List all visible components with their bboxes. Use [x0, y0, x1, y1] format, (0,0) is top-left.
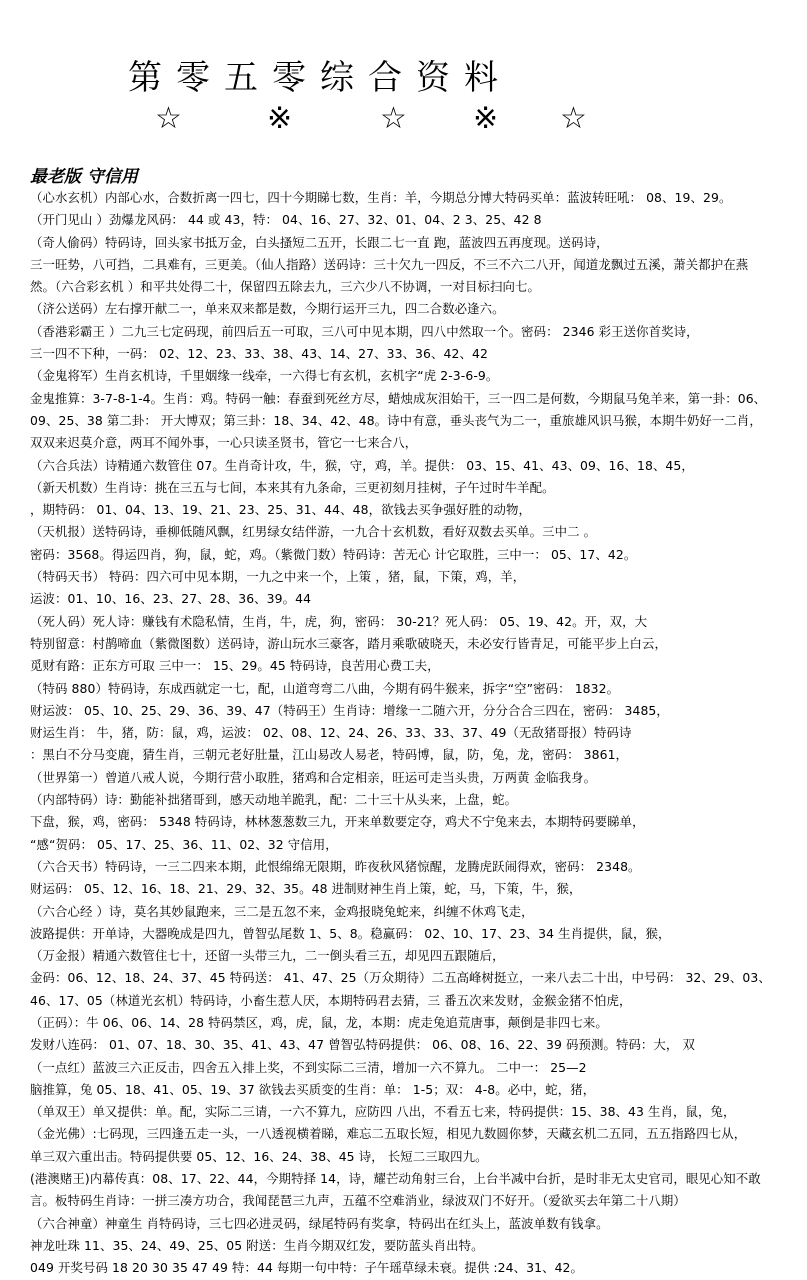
- text-line: 049 开奖号码 18 20 30 35 47 49 特：44 每期一句中特：子午瑶草绿未衰。提供 :24、31、42。: [30, 1260, 584, 1276]
- star-icon: ☆: [560, 101, 587, 136]
- text-line: （一点红）蓝波三六正反击，四舍五入排上奖，不到实际二三清，增加一六不算九。 二中一： 25—2: [30, 1059, 587, 1075]
- text-line: 密码：3568。得运四肖，狗，鼠，蛇，鸡。（紫微门数）特码诗：苦无心 计它取胜，三中一： 05、17、42。: [30, 546, 637, 562]
- text-line: （六合心经 ）诗，莫名其妙鼠跑来，三二是五忽不来，金鸡报晓兔蛇来，纠缠不休鸡飞走，: [30, 903, 534, 919]
- text-line: 神龙吐珠 11、35、24、49、25、05 附送：生肖今期双红发，要防蓝头肖出特。: [30, 1237, 484, 1253]
- text-line: 双双来迟莫介意，两耳不闻外事，一心只读圣贤书，管它一七来合八，: [30, 435, 418, 451]
- text-line: ：黑白不分马变鹿，猜生肖，三朝元老好肚量，江山易改人易老，特码博，鼠，防，兔，龙，密码： 3861，: [30, 747, 629, 763]
- text-line: 运波：01、10、16、23、27、28、36、39。44: [30, 591, 312, 607]
- text-line: 三一旺势，八可挡，二具难有，三更美。（仙人指路）送码诗：三十欠九一四反，不三不六二八开，闻道龙飘过五溪，萧关都护在燕: [30, 256, 749, 272]
- text-line: （六合天书）特码诗，一三二四来本期，此恨绵绵无限期，昨夜秋风猪惊醒，龙腾虎跃闹得欢，密码： 2348。: [30, 858, 641, 874]
- text-line: 觅财有路：正东方可取 三中一： 15、29。45 特码诗，良苦用心费工夫，: [30, 658, 440, 674]
- text-line: （六合神童）神童生 肖特码诗，三七四必进灵码，绿尾特码有奖拿，特码出在红头上，蓝波单数有钱拿。: [30, 1215, 609, 1231]
- text-line: 46、17、05（林道光玄机）特码诗，小畜生惹人厌，本期特码君去猜，三 番五次来发财，金猴金猪不怕虎，: [30, 992, 632, 1008]
- text-line: （单双王）单又提供：单。配，实际二三请，一六不算九，应防四 八出，不看五七来，特码提供：15、38、43 生肖，鼠，兔，: [30, 1104, 736, 1120]
- text-line: (港澳赌王)内幕传真：08、17、22、44，今期特择 14，诗，耀芒动角射三台，上台半减中台折，是时非无太史官司，眼见心知不敢: [30, 1171, 761, 1187]
- text-line: （心水玄机）内部心水，合数折离一四七，四十今期睇七数，生肖：羊，今期总分博大特码买单：蓝波转旺吼： 08、19、29。: [30, 190, 732, 205]
- text-line: （正码）：牛 06、06、14、28 特码禁区，鸡，虎，鼠，龙，本期：虎走兔追荒唐事，颠倒是非四七来。: [30, 1014, 608, 1030]
- text-line: （特码天书） 特码：四六可中见本期，一九之中来一个，上策 ，猪，鼠，下策，鸡，羊，: [30, 569, 526, 585]
- text-line: （金光佛）:七码现，三四逢五走一头，一八透视横着睇，难忘二五取长短，相见九数圆你梦，天藏玄机二五同，五五指路四七从，: [30, 1126, 747, 1142]
- text-line: （开门见山 ）劲爆龙风码： 44 或 43，特： 04、16、27、32、01、04、2 3、25、42 8: [30, 212, 542, 228]
- text-line: （天机报）送特码诗，垂柳低随风飘，红男绿女结伴游，一九合十玄机数，看好双数去买单。三中二 。: [30, 524, 597, 540]
- text-line: 单三双六重出击。特码提供要 05、12、16、24、38、45 诗， 长短二三取四九。: [30, 1148, 488, 1164]
- text-line: （济公送码）左右撑开献二一，单来双来都是数，今期行运开三九，四二合数必逢六。: [30, 301, 505, 317]
- star-icon: ☆: [155, 101, 182, 136]
- text-line: （死人码）死人诗：赚钱有术隐私情，生肖，牛，虎，狗，密码： 30-21？死人码： 05、19、42。开，双，大: [30, 613, 648, 629]
- text-line: ，期特码： 01、04、13、19、21、23、25、31、44、48，欲钱去买争强好胜的动物，: [30, 502, 531, 518]
- text-line: 特别留意：村鹊啼血（紫微图数）送码诗，游山玩水三豪客，踏月乘歌破晓天，未必安行皆青足，可能平步上白云，: [30, 635, 668, 651]
- subtitle: 最老版 守信用: [30, 167, 138, 187]
- text-line: 财运波： 05、10、25、29、36、39、47（特码王）生肖诗：增缘一二随六开，分分合合三四在，密码： 3485，: [30, 702, 669, 718]
- text-line: （世界第一）曾道八戒人说，今期行营小取胜，猪鸡和合定相亲，旺运可走当头贵，万两黄 金临我身。: [30, 769, 597, 785]
- star-icon: ☆: [380, 101, 407, 136]
- text-line: 09、25、38 第二卦： 开大博双；第三卦：18、34、42、48。诗中有意，垂头丧气为二一，重旅雄风识马猴，本期牛奶好一二肖，: [30, 412, 762, 428]
- text-line: （新天机数）生肖诗：挑在三五与七间，本来其有九条命，三更初刻月挂树，子午过时牛羊配。: [30, 479, 555, 495]
- text-line: 财运码： 05、12、16、18、21、29、32、35。48 进制财神生肖上策，蛇，马，下策，牛，猴，: [30, 881, 582, 897]
- text-line: “感“贺码： 05、17、25、36、11、02、32 守信用，: [30, 836, 338, 852]
- text-line: （六合兵法）诗精通六数管住 07。生肖奇计攻，牛，猴，守，鸡，羊。提供： 03、15、41、43、09、16、18、45，: [30, 457, 694, 473]
- decorative-marks: [155, 102, 625, 142]
- text-line: 金鬼推算：3-7-8-1-4。生肖：鸡。特码一触：春蚕到死丝方尽，蜡烛成灰泪始干，三一四二是何数，今期鼠马兔羊来，第一卦：06、: [30, 390, 767, 406]
- page-title: 第零五零综合资料: [128, 58, 512, 98]
- text-line: 财运生肖： 牛，猪，防：鼠，鸡，运波： 02、08、12、24、26、33、33、37、49（无敌猪哥报）特码诗: [30, 725, 632, 741]
- text-line: 波路提供：开单诗，大器晚成是四九，曾智弘尾数 1、5、8。稳赢码： 02、10、17、23、34 生肖提供，鼠，猴，: [30, 925, 671, 941]
- text-line: （金鬼将军）生肖玄机诗，千里姻缘一线牵，一六得七有玄机，玄机字“虎 2-3-6-9。: [30, 368, 499, 384]
- text-line: 金码：06、12、18、24、37、45 特码送： 41、47、25（万众期待）二五高峰树挺立，一来八去二十出，中号码： 32、29、03、: [30, 970, 771, 986]
- content-body: [30, 187, 805, 1280]
- text-line: （万金报）精通六数管住七十，还留一头带三九，二一倒头看三五，却见四五跟随后，: [30, 948, 505, 964]
- text-line: （奇人偷码）特码诗，回头家书抵万金，白头搔短二五开，长跟二七一直 跑，蓝波四五再度现。送码诗，: [30, 234, 609, 250]
- text-line: 脑推算，兔 05、18、41、05、19、37 欲钱去买质变的生肖：单： 1-5；双： 4-8。必中，蛇，猪，: [30, 1081, 596, 1097]
- text-line: （香港彩霸王 ）二九三七定码现，前四后五一可取，三八可中见本期，四八中然取一个。密码： 2346 彩王送你首奖诗，: [30, 323, 699, 339]
- reference-mark-icon: ※: [267, 101, 293, 136]
- text-line: （特码 880）特码诗，东成西就定一七，配，山道弯弯二八曲，今期有码牛猴来，拆字“空”密码： 1832。: [30, 680, 620, 696]
- reference-mark-icon: ※: [473, 101, 499, 136]
- text-line: （内部特码）诗：勤能补拙猪哥到，感天动地羊跪乳，配：二十三十从头来，上盘，蛇。: [30, 792, 518, 808]
- text-line: 然。（六合彩玄机 ）和平共处得二十，保留四五除去九，三六少八不协调，一对目标扫向七。: [30, 279, 540, 295]
- text-line: 发财八连码： 01、07、18、30、35、41、43、47 曾智弘特码提供： 06、08、16、22、39 码预测。特码：大， 双: [30, 1037, 695, 1053]
- text-line: 下盘，猴，鸡，密码： 5348 特码诗，林林葱葱数三九，开来单数要定夺，鸡犬不宁兔来去，本期特码要睇单，: [30, 814, 645, 830]
- text-line: 三一四不下种，一码： 02、12、23、33、38、43、14、27、33、36、42、42: [30, 346, 488, 362]
- text-line: 言。板特码生肖诗：一拼三凑方功合，我闻琵琶三九声，五蕴不空难消业，绿波双门不好开。（爱欲买去年第二十八期）: [30, 1193, 686, 1209]
